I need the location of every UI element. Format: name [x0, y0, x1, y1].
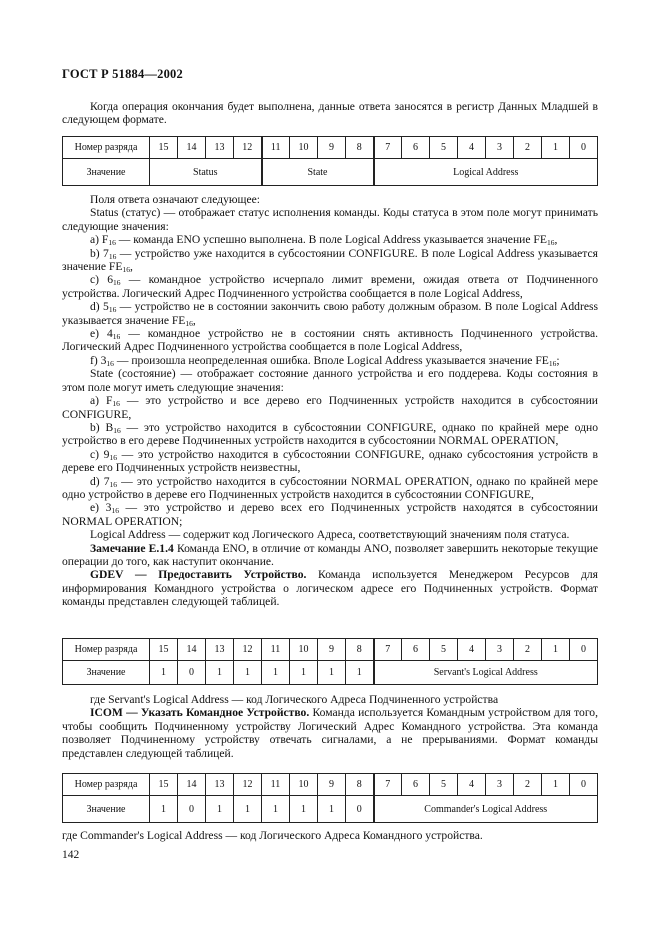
bit-cell: 2 — [514, 639, 542, 661]
bit-number-row — [63, 639, 598, 661]
servant-logical-address-field: Servant's Logical Address — [374, 661, 598, 685]
value-cell: 1 — [206, 796, 234, 823]
bit-cell: 0 — [570, 774, 598, 796]
status-item-f: f) $3_{16}$ — произошла неопределенная ошибка. Вполе Logical Address указывается значение $FE_{16}$; — [90, 353, 560, 368]
bit-cell: 3 — [486, 639, 514, 661]
bit-cell: 14 — [178, 774, 206, 796]
value-cell: 1 — [150, 661, 178, 685]
bit-cell: 13 — [206, 639, 234, 661]
bit-cell: 5 — [430, 639, 458, 661]
value-row — [63, 159, 598, 186]
bit-cell: 7 — [374, 137, 402, 159]
bit-cell: 12 — [234, 639, 262, 661]
value-cell: 1 — [262, 661, 290, 685]
logical-address-field: Logical Address — [374, 159, 598, 186]
bit-cell: 1 — [542, 639, 570, 661]
bit-cell: 5 — [430, 137, 458, 159]
bit-cell: 7 — [374, 774, 402, 796]
bit-cell: 2 — [514, 137, 542, 159]
value-cell: 1 — [150, 796, 178, 823]
state-item-c: c) $9_{16}$ — это устройство находится в субсостоянии CONFIGURE, однако субсостояния устройств в дереве его Подчиненных устройств неизвестны, — [62, 447, 599, 475]
value-cell: 1 — [290, 796, 318, 823]
bit-cell: 8 — [346, 774, 374, 796]
status-item-c: c) $6_{16}$ — командное устройство исчерпало лимит времени, ожидая ответа от Подчиненного устройства. Логический Адрес Подчиненного устройства сообщается в поле Logical Address, — [62, 273, 599, 300]
bit-cell: 15 — [150, 137, 178, 159]
bit-cell: 8 — [346, 639, 374, 661]
bit-cell: 8 — [346, 137, 374, 159]
value-label: Значение — [63, 796, 150, 823]
bit-cell: 9 — [318, 774, 346, 796]
value-cell: 0 — [178, 661, 206, 685]
value-label: Значение — [63, 661, 150, 685]
status-item-a: a) $F_{16}$ — команда ENO успешно выполнена. В поле Logical Address указывается значение $FE_{16}$, — [90, 233, 558, 248]
value-cell: 1 — [206, 661, 234, 685]
state-item-d: d) $7_{16}$ — это устройство находится в субсостоянии NORMAL OPERATION, однако по крайней мере одно устройство в дереве его Подчиненных устройств находится в субсостоянии CONFIGURE, — [62, 474, 598, 501]
bit-cell: 9 — [318, 137, 346, 159]
value-cell: 1 — [346, 661, 374, 685]
value-row — [63, 796, 598, 823]
state-item-b: b) $B_{16}$ — это устройство находится в субсостоянии CONFIGURE, однако по крайней мере одно устройство в его дереве Подчиненных устройств находится в субсостоянии NORMAL OPERATION, — [62, 420, 598, 448]
value-cell: 1 — [234, 796, 262, 823]
bit-cell: 6 — [402, 639, 430, 661]
document-header: ГОСТ Р 51884—2002 — [62, 67, 183, 81]
bit-cell: 3 — [486, 774, 514, 796]
bit-cell: 12 — [234, 774, 262, 796]
bit-cell: 15 — [150, 639, 178, 661]
state-field: State — [262, 159, 374, 186]
value-cell: 0 — [346, 796, 374, 823]
bit-cell: 3 — [486, 137, 514, 159]
value-label: Значение — [63, 159, 150, 186]
bit-cell: 4 — [458, 137, 486, 159]
status-item-d: d) $5_{16}$ — устройство не в состоянии закончить свою работу должным образом. В поле Logical Address указывается значение $FE_{16}$, — [62, 300, 598, 328]
icom-description: где Servant's Logical Address — код Логического Адреса Подчиненного устройства ICOM — Указать Командное Устройство. Команда используется Командным устройством для того, чтобы сообщить Подчиненному устройству Логический Адрес Командного устройства. Эта команда позволяет Подчиненному устройству отвечать сигналами, а не прерываниями. Формат команды представлен следующей таблицей. — [62, 693, 598, 760]
bit-cell: 10 — [290, 137, 318, 159]
row-label: Номер разряда — [63, 774, 150, 796]
note-e14: Замечание Е.1.4 Команда ENO, в отличие от команды ANO, позволяет завершить некоторые текущие операции до того, как наступит окончание. — [62, 541, 598, 568]
gdev-format-table — [62, 638, 598, 685]
state-item-e: e) $3_{16}$ — это устройство и дерево всех его Подчиненных устройств находятся в субсостоянии NORMAL OPERATION; — [62, 501, 599, 528]
value-cell: 1 — [318, 661, 346, 685]
bit-cell: 0 — [570, 639, 598, 661]
gdev-description: GDEV — Предоставить Устройство. Команда используется Менеджером Ресурсов для информирования Командного устройства о логическом адресе его Подчиненных устройств. Формат команды представлен следующей таблицей. — [62, 568, 599, 609]
value-cell: 0 — [178, 796, 206, 823]
bit-cell: 11 — [262, 774, 290, 796]
bit-cell: 0 — [570, 137, 598, 159]
bit-cell: 12 — [234, 137, 262, 159]
bit-cell: 13 — [206, 137, 234, 159]
response-fields-description: Поля ответа означают следующее: Status (статус) — отображает статус исполнения команды. Коды статуса в этом поле могут принимать следующие значения: a) $F_{16}$ — команда ENO успешно выполнена. В поле Logical Address указывается значение $FE_{16}$, b) $7_{16}$ — устройство уже находится в субсостоянии CONFIGURE. В поле Logical Address указывается значение $FE_{16}$, c) $6_{16}$ — командное устройство исчерпало лимит времени, ожидая ответа от Подчиненного устройства. Логический Адрес Подчиненного устройства сообщается в поле Logical Address, d) $5_{16}$ — устройство не в состоянии закончить свою работу должным образом. В поле Logical Address указывается значение $FE_{16}$, e) $4_{16}$ — командное устройство не в состоянии снять активность Подчиненного устройства. Логический Адрес Подчиненного устройства сообщается в поле Logical Address, f) $3_{16}$ — произошла неопределенная ошибка. Вполе Logical Address указывается значение $FE_{16}$; State (состояние) — отображает состояние данного устройства и его поддерева. Коды состояния в этом поле могут иметь следующие значения: a) $F_{16}$ — это устройство и все дерево его Подчиненных устройств находится в субсостоянии CONFIGURE, b) $B_{16}$ — это устройство находится в субсостоянии CONFIGURE, однако по крайней мере одно устройство в его дереве Подчиненных устройств находится в субсостоянии NORMAL OPERATION, c) $9_{16}$ — это устройство находится в субсостоянии CONFIGURE, однако субсостояния устройств в дереве его Подчиненных устройств неизвестны, d) $7_{16}$ — это устройство находится в субсостоянии NORMAL OPERATION, однако по крайней мере одно устройство в дереве его Подчиненных устройств находится в субсостоянии CONFIGURE, e) $3_{16}$ — это устройство и дерево всех его Подчиненных устройств находятся в субсостоянии NORMAL OPERATION; Logical Address — содержит код Логического Адреса, соответствующий значениям поля статуса. Замечание Е.1.4 Команда ENO, в отличие от команды ANO, позволяет завершить некоторые текущие операции до того, как наступит окончание. GDEV — Предоставить Устройство. Команда используется Менеджером Ресурсов для информирования Командного устройства о логическом адресе его Подчиненных устройств. Формат команды представлен следующей таблицей. — [62, 193, 599, 609]
icom-footnote: где Commander's Logical Address — код Логического Адреса Командного устройства. — [62, 829, 483, 842]
bit-cell: 11 — [262, 137, 290, 159]
value-cell: 1 — [290, 661, 318, 685]
bit-cell: 14 — [178, 639, 206, 661]
bit-cell: 13 — [206, 774, 234, 796]
icom-format-table — [62, 773, 598, 823]
value-cell: 1 — [234, 661, 262, 685]
status-item-b: b) $7_{16}$ — устройство уже находится в субсостоянии CONFIGURE. В поле Logical Address указывается значение $FE_{16}$, — [62, 246, 598, 275]
bit-cell: 1 — [542, 774, 570, 796]
value-row — [63, 661, 598, 685]
page-number: 142 — [62, 849, 80, 861]
value-cell: 1 — [318, 796, 346, 823]
bit-cell: 6 — [402, 774, 430, 796]
row-label: Номер разряда — [63, 639, 150, 661]
intro-paragraph: Когда операция окончания будет выполнена, данные ответа заносятся в регистр Данных Младшей в следующем формате. — [62, 100, 598, 127]
bit-cell: 2 — [514, 774, 542, 796]
bit-cell: 9 — [318, 639, 346, 661]
bit-number-row — [63, 137, 598, 159]
bit-cell: 15 — [150, 774, 178, 796]
state-item-a: a) $F_{16}$ — это устройство и все дерево его Подчиненных устройств находится в субсостоянии CONFIGURE, — [62, 394, 598, 421]
bit-cell: 11 — [262, 639, 290, 661]
bit-cell: 10 — [290, 774, 318, 796]
row-label: Номер разряда — [63, 137, 150, 159]
response-format-table — [62, 136, 598, 186]
bit-cell: 5 — [430, 774, 458, 796]
bit-cell: 6 — [402, 137, 430, 159]
status-field: Status — [150, 159, 262, 186]
value-cell: 1 — [262, 796, 290, 823]
commander-logical-address-field: Commander's Logical Address — [374, 796, 598, 823]
bit-cell: 10 — [290, 639, 318, 661]
bit-cell: 4 — [458, 774, 486, 796]
status-item-e: e) $4_{16}$ — командное устройство не в состоянии снять активность Подчиненного устройства. Логический Адрес Подчиненного устройства сообщается в поле Logical Address, — [62, 327, 598, 354]
bit-number-row — [63, 774, 598, 796]
bit-cell: 4 — [458, 639, 486, 661]
bit-cell: 7 — [374, 639, 402, 661]
bit-cell: 1 — [542, 137, 570, 159]
bit-cell: 14 — [178, 137, 206, 159]
